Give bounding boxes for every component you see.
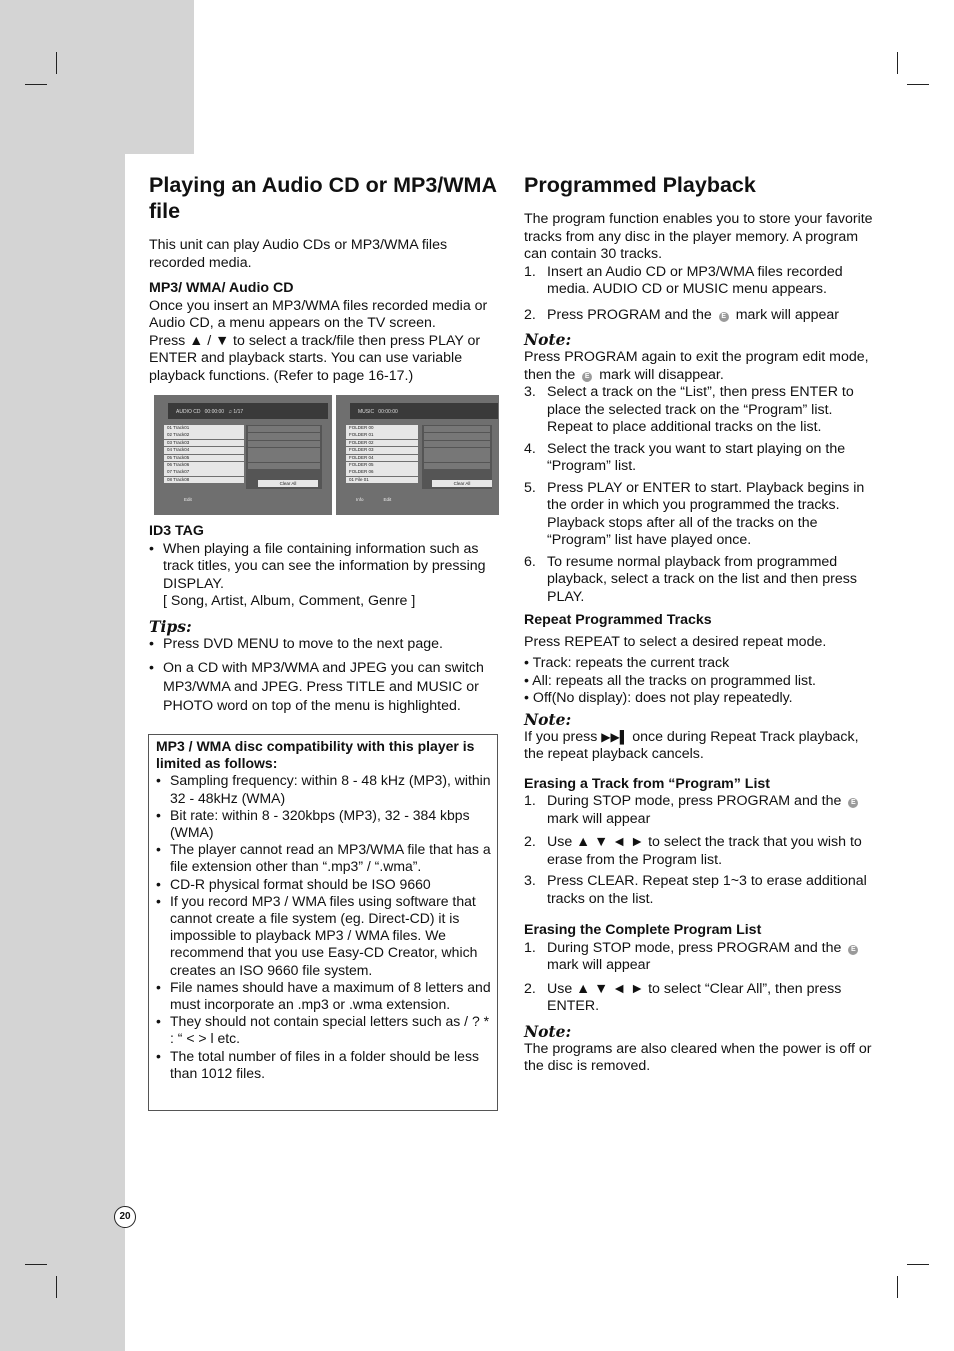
repeat-heading: Repeat Programmed Tracks [524,612,712,628]
list-item: • The player cannot read an MP3/WMA file that has a file extension other than “.mp3” / “.wma”. [156,841,491,875]
page-margin-band-top [0,0,194,154]
intro-text: The program function enables you to store your favorite tracks from any disc in the player memory. A program can contain 30 tracks. [524,211,873,262]
crop-mark [56,52,57,74]
screen-footer: Info Edit [356,497,392,502]
screen-header-text: AUDIO CD 00:00:00 ♫ 1/17 [176,409,244,415]
id3-fields: [ Song, Artist, Album, Comment, Genre ] [163,593,416,609]
list-item: • The total number of files in a folder should be less than 1012 files. [156,1048,491,1082]
program-steps-continued [524,384,879,606]
list-item: • Bit rate: within 8 - 320kbps (MP3), 32 - 384 kbps (WMA) [156,807,491,841]
list-item: FOLDER 03 [346,447,418,454]
edit-mark-icon: E [582,372,592,382]
section-title-programmed-playback: Programmed Playback [524,173,756,197]
tip-item: • Press DVD MENU to move to the next page. [149,636,499,654]
crop-mark [897,1276,898,1298]
id3-list [149,541,499,611]
compat-list [156,772,491,1082]
mp3-heading: MP3/ WMA/ Audio CD [149,280,294,296]
note-label: Note: [524,709,572,729]
list-item: • File names should have a maximum of 8 letters and must incorporate an .mp3 or .wma extension. [156,979,491,1013]
list-item: • They should not contain special letters such as / ? * : “ < > l etc. [156,1013,491,1047]
skip-next-icon: ▶▶▌ [601,729,629,744]
list-item: FOLDER 01 [346,432,418,439]
tips-label: Tips: [149,616,192,636]
id3-bullet: • When playing a file containing information such as track titles, you can see the information by pressing DISPLAY. [ Song, Artist, Album, Comment, Genre ] [149,541,499,611]
track-list [164,425,244,489]
clear-all-label: Clear All [432,480,492,487]
note-text: The programs are also cleared when the power is off or the disc is removed. [524,1040,872,1074]
tip-item: • On a CD with MP3/WMA and JPEG you can switch MP3/WMA and JPEG. Press TITLE and MUSIC or PHOTO word on top of the menu is highlighted. [149,659,499,716]
mp3-text-2: Press ▲ / ▼ to select a track/file then press PLAY or ENTER and playback starts. You can use variable playback functions. (Refer to page 16-17.) [149,332,481,384]
erase-steps [524,793,879,908]
list-item: 2. Press PROGRAM and the E mark will appear [524,306,839,323]
list-item: FOLDER 05 [346,462,418,469]
mp3-text: Once you insert an MP3/WMA files recorded media or Audio CD, a menu appears on the TV screen. [149,297,488,331]
page-number: 20 [114,1206,136,1228]
list-item: 06 Track06 [164,462,244,469]
id3-section [149,523,499,716]
crop-mark [897,52,898,74]
note-text: If you press ▶▶▌ once during Repeat Track playback, the repeat playback cancels. [524,728,859,762]
note-text: Press PROGRAM again to exit the program edit mode, then the E mark will disappear. [524,349,869,383]
screen-header-text: MUSIC 00:00:00 [358,409,398,415]
tips-list [149,636,499,717]
list-item: • All: repeats all the tracks on programmed list. [524,672,816,689]
left-column [149,172,499,385]
list-item: • CD-R physical format should be ISO 9660 [156,876,491,893]
crop-mark [907,1264,929,1265]
list-item: 07 Track07 [164,469,244,476]
menu-screenshots [154,395,499,515]
list-item: 04 Track04 [164,447,244,454]
right-column [524,172,879,1076]
list-item: FOLDER 06 [346,469,418,476]
list-item: 4. Select the track you want to start playing on the “Program” list. [524,440,846,474]
list-item: 2. Use ▲ ▼ ◄ ► to select “Clear All”, then press ENTER. [524,980,842,1014]
crop-mark [56,1276,57,1298]
list-item: • Off(No display): does not play repeatedly. [524,690,793,706]
program-steps [524,264,879,325]
screen-footer: Edit [184,497,192,502]
list-item: 01 Track01 [164,425,244,432]
list-item: 6. To resume normal playback from programmed playback, select a track on the list and then press PLAY. [524,553,857,605]
edit-mark-icon: E [848,798,858,808]
audio-cd-screen [154,395,332,515]
section-title-audio-cd: Playing an Audio CD or MP3/WMA file [149,173,497,223]
list-item: 01 File 01 [346,477,418,484]
erase-heading: Erasing a Track from “Program” List [524,775,770,792]
list-item: 08 Track08 [164,477,244,484]
list-item: FOLDER 00 [346,425,418,432]
list-item: 2. Use ▲ ▼ ◄ ► to select the track that you wish to erase from the Program list. [524,834,862,868]
erase-all-steps [524,940,879,1016]
music-screen [336,395,499,515]
note-label: Note: [524,330,572,349]
erase-all-heading: Erasing the Complete Program List [524,922,762,938]
list-item: FOLDER 04 [346,455,418,462]
compat-heading: MP3 / WMA disc compatibility with this player is limited as follows: [156,738,475,772]
edit-mark-icon: E [848,945,858,955]
list-item: • If you record MP3 / WMA files using software that cannot create a file system (eg. Direct-CD) it is impossible to playback MP3 / WMA files. We recommend that you use Easy-CD Creator, which creates an ISO 9660 file system. [156,893,491,979]
list-item: • Sampling frequency: within 8 - 48 kHz (MP3), within 32 - 48kHz (WMA) [156,772,491,806]
id3-heading: ID3 TAG [149,523,204,539]
clear-all-label: Clear All [258,480,318,487]
list-item: 03 Track03 [164,440,244,447]
crop-mark [907,84,929,85]
compatibility-box [148,734,498,1111]
crop-mark [25,84,47,85]
list-item: 02 Track02 [164,432,244,439]
intro-text: This unit can play Audio CDs or MP3/WMA files recorded media. [149,237,448,271]
list-item: 1. During STOP mode, press PROGRAM and the E mark will appear [524,793,879,828]
list-item: 3. Press CLEAR. Repeat step 1~3 to erase additional tracks on the list. [524,873,867,907]
list-item: 3. Select a track on the “List”, then press ENTER to place the selected track on the “Program” list. Repeat to place additional tracks on the list. [524,384,854,435]
list-item: 1. During STOP mode, press PROGRAM and the E mark will appear [524,940,879,975]
note-label: Note: [524,1021,572,1041]
crop-mark [25,1264,47,1265]
list-item: FOLDER 02 [346,440,418,447]
list-item: 05 Track05 [164,455,244,462]
page-margin-band [0,154,125,1351]
list-item: • Track: repeats the current track [524,655,730,671]
list-item: 1. Insert an Audio CD or MP3/WMA files recorded media. AUDIO CD or MUSIC menu appears. [524,263,843,297]
edit-mark-icon: E [719,312,729,322]
folder-list [346,425,418,489]
list-item: 5. Press PLAY or ENTER to start. Playback begins in the order in which you programmed the tracks. Playback stops after all of the tracks on the “Program” list have played once. [524,479,865,548]
repeat-intro: Press REPEAT to select a desired repeat mode. [524,633,827,650]
